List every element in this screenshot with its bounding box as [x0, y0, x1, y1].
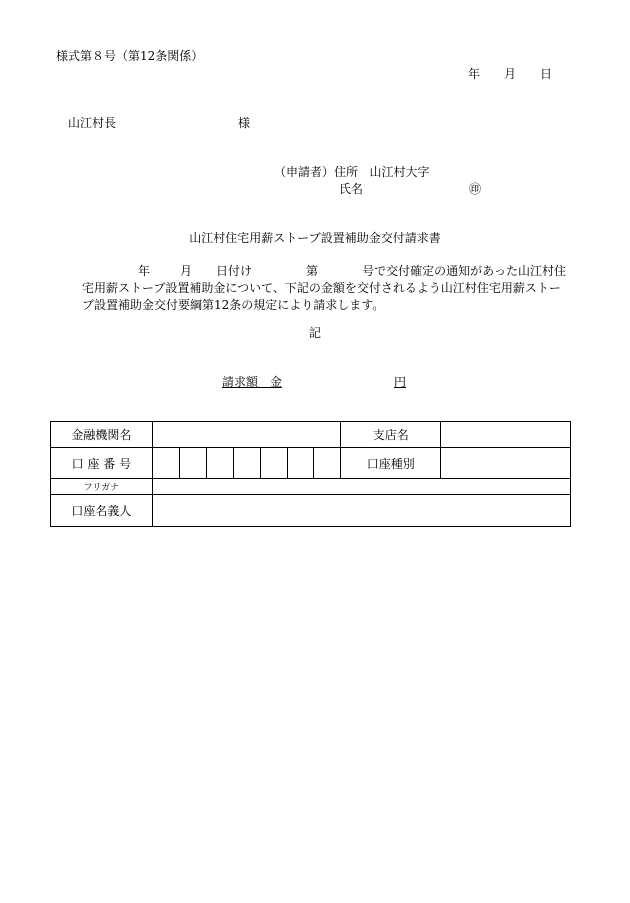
furigana-field[interactable]: [152, 479, 570, 495]
account-type-label: 口座種別: [341, 448, 441, 479]
applicant-address: 山江村大字: [369, 165, 430, 179]
addressee-honorific: 様: [238, 116, 251, 130]
seal-mark: ㊞: [469, 182, 482, 196]
account-type-field[interactable]: [441, 448, 571, 479]
form-number: 様式第８号（第12条関係）: [56, 49, 204, 63]
addressee: [68, 117, 250, 129]
account-number-label: 口 座 番 号: [51, 448, 153, 479]
applicant-address-line: [274, 166, 429, 178]
holder-label: 口座名義人: [51, 495, 153, 527]
ki-label: 記: [308, 326, 321, 340]
holder-field[interactable]: [152, 495, 570, 527]
date-day: 日: [540, 67, 553, 81]
amount-line: [222, 376, 406, 388]
document-body: [82, 263, 572, 314]
body-text: 号で交付確定の通知があった山江村住宅用薪ストーブ設置補助金について、下記の金額を交付されるよう山江村住宅用薪ストーブ設置補助金交付要綱第12条の規定により請求します。: [82, 264, 566, 312]
document-title: 山江村住宅用薪ストーブ設置補助金交付請求書: [189, 231, 441, 245]
date-year: 年: [468, 67, 481, 81]
branch-label: 支店名: [341, 422, 441, 448]
branch-field[interactable]: [441, 422, 571, 448]
applicant-label: （申請者）住所: [274, 165, 359, 179]
body-month: 月: [180, 264, 193, 278]
applicant-name-label: 氏名: [339, 182, 364, 196]
bank-table: [50, 421, 571, 527]
institution-label: 金融機関名: [51, 422, 153, 448]
account-digit-1[interactable]: [152, 448, 179, 479]
date-month: 月: [504, 67, 517, 81]
furigana-label: フリガナ: [51, 479, 153, 495]
account-digit-2[interactable]: [179, 448, 206, 479]
body-day: 日付け: [216, 264, 253, 278]
account-digit-3[interactable]: [206, 448, 233, 479]
institution-field[interactable]: [152, 422, 341, 448]
body-year: 年: [138, 264, 151, 278]
account-digit-6[interactable]: [287, 448, 314, 479]
account-digit-5[interactable]: [260, 448, 287, 479]
applicant-name-line: [339, 183, 481, 195]
body-dai: 第: [306, 264, 319, 278]
amount-unit: 円: [394, 375, 407, 389]
addressee-name: 山江村長: [68, 116, 117, 130]
account-digit-4[interactable]: [233, 448, 260, 479]
date-line: [468, 68, 552, 80]
amount-label: 請求額 金: [222, 375, 283, 389]
account-digit-7[interactable]: [314, 448, 341, 479]
